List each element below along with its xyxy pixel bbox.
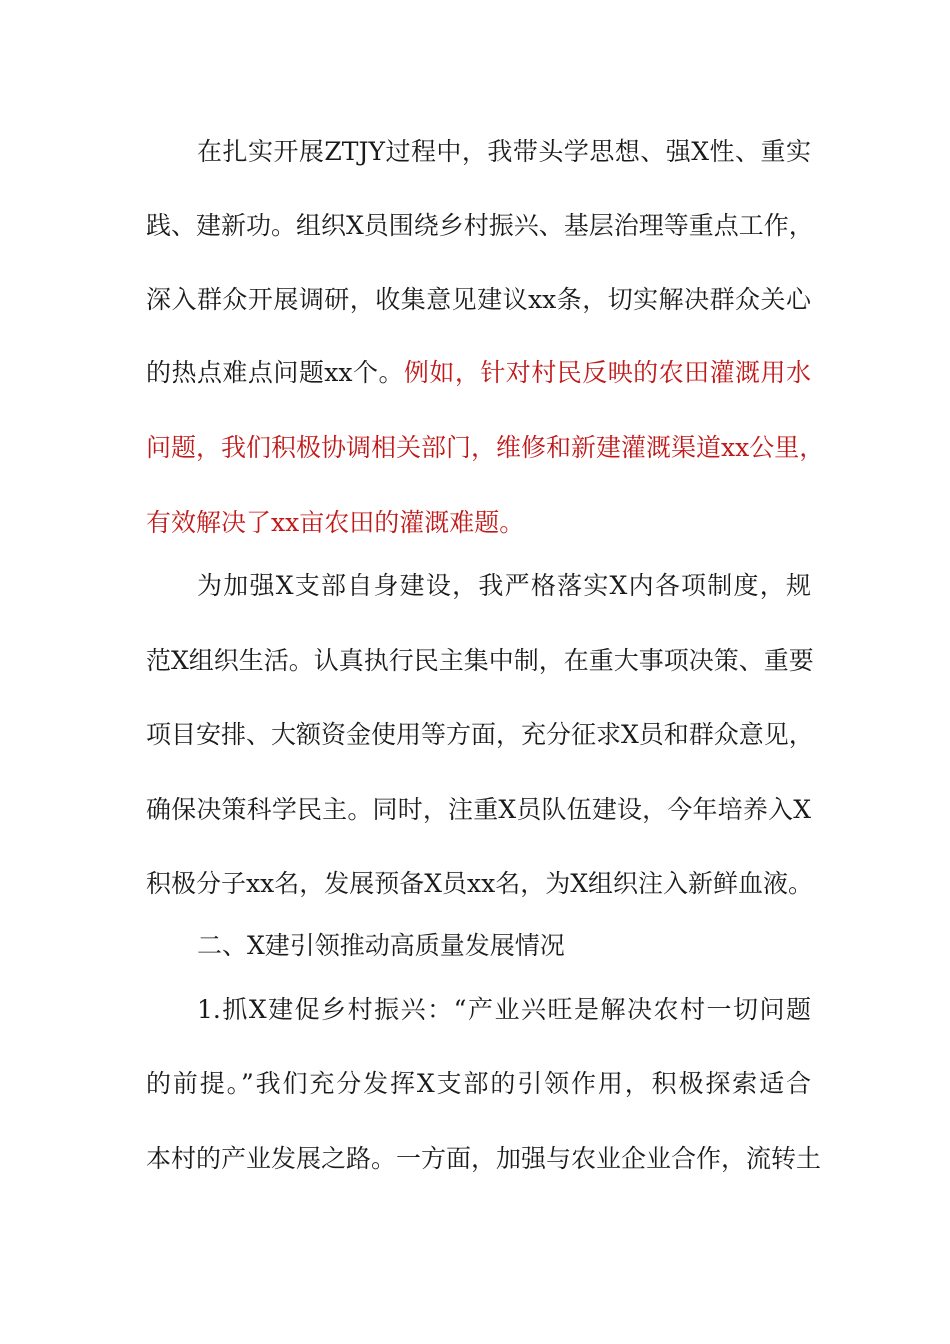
paragraph-1-line-1 <box>197 137 811 167</box>
paragraph-3-line-2 <box>146 1069 811 1099</box>
highlighted-example-text: 问题，我们积极协调相关部门，维修和新建灌溉渠道xx公里， <box>146 433 825 462</box>
text-segment: 为加强X支部自身建设，我严格落实X内各项制度，规 <box>197 571 811 600</box>
text-segment: 项目安排、大额资金使用等方面，充分征求X员和群众意见， <box>146 720 814 749</box>
text-segment: 积极分子xx名，发展预备X员xx名，为X组织注入新鲜血液。 <box>146 869 813 898</box>
highlighted-example-text: 有效解决了xx亩农田的灌溉难题。 <box>146 508 525 537</box>
text-segment: 深入群众开展调研，收集意见建议xx条，切实解决群众关心 <box>146 285 811 314</box>
text-segment: 本村的产业发展之路。一方面，加强与农业企业合作，流转土 <box>146 1144 822 1173</box>
text-segment: 践、建新功。组织X员围绕乡村振兴、基层治理等重点工作， <box>146 211 814 240</box>
text-segment: 范X组织生活。认真执行民主集中制，在重大事项决策、重要 <box>146 646 814 675</box>
highlighted-example-text: 例如，针对村民反映的农田灌溉用水 <box>403 358 811 387</box>
section-heading-text: 二、X建引领推动高质量发展情况 <box>197 931 565 960</box>
paragraph-1-line-4 <box>146 358 811 388</box>
text-segment: 的热点难点问题xx个。 <box>146 358 404 387</box>
section-heading <box>197 931 811 961</box>
paragraph-2-line-3 <box>146 720 814 750</box>
paragraph-1-line-2 <box>146 211 814 241</box>
paragraph-1-line-5 <box>146 433 825 463</box>
paragraph-2-line-5 <box>146 869 811 899</box>
paragraph-1-line-6 <box>146 508 811 538</box>
paragraph-2-line-1 <box>197 571 811 601</box>
text-segment: 的前提。”我们充分发挥X支部的引领作用，积极探索适合 <box>146 1069 811 1098</box>
text-segment: 在扎实开展ZTJY过程中，我带头学思想、强X性、重实 <box>197 137 811 166</box>
paragraph-1-line-3 <box>146 285 811 315</box>
paragraph-3-line-1 <box>197 995 811 1025</box>
paragraph-2-line-2 <box>146 646 814 676</box>
paragraph-2-line-4 <box>146 795 811 825</box>
paragraph-3-line-3 <box>146 1144 822 1174</box>
text-segment: 确保决策科学民主。同时，注重X员队伍建设，今年培养入X <box>146 795 811 824</box>
text-segment: 1.抓X建促乡村振兴：“产业兴旺是解决农村一切问题 <box>197 995 811 1024</box>
